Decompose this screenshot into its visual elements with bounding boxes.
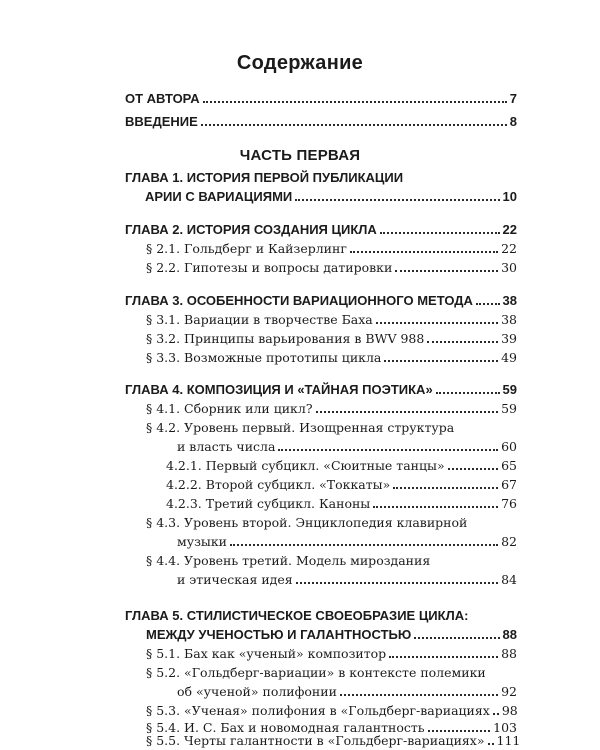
dot-leader	[278, 449, 498, 451]
page-title: Содержание	[236, 52, 364, 74]
toc-entry-label: § 5.2. «Гольдберг-вариации» в контексте полемики	[146, 665, 486, 680]
section-4-3-line2[interactable]	[177, 530, 517, 550]
toc-page-number: 49	[501, 350, 517, 365]
toc-page-number: 10	[502, 189, 517, 204]
dot-leader	[201, 124, 507, 126]
toc-entry-label: АРИИ С ВАРИАЦИЯМИ	[145, 189, 293, 204]
toc-entry-label: § 2.2. Гипотезы и вопросы датировки	[146, 260, 393, 275]
toc-page-number: 98	[501, 703, 518, 718]
section-2-1[interactable]	[146, 237, 517, 257]
toc-entry-label: § 4.4. Уровень третий. Модель мироздания	[146, 553, 431, 568]
dot-leader	[380, 232, 500, 234]
chapter-1-title-line2[interactable]	[145, 185, 517, 205]
dot-leader	[376, 322, 498, 324]
toc-page-number: 38	[501, 312, 517, 327]
toc-page-number: 111	[496, 733, 521, 748]
toc-entry-introduction[interactable]	[125, 110, 517, 130]
toc-page-number: 7	[509, 91, 517, 106]
toc-entry-label: ОТ АВТОРА	[125, 91, 200, 106]
subsection-4-2-3[interactable]	[166, 492, 517, 512]
toc-entry-label: § 2.1. Гольдберг и Кайзерлинг	[146, 241, 347, 256]
toc-entry-label: 4.2.2. Второй субцикл. «Токкаты»	[166, 477, 391, 492]
section-5-5[interactable]	[146, 729, 521, 749]
section-2-2[interactable]	[146, 256, 517, 276]
toc-entry-label: 4.2.1. Первый субцикл. «Сюитные танцы»	[166, 458, 445, 473]
toc-entry-label: музыки	[177, 534, 227, 549]
toc-entry-label: ГЛАВА 4. КОМПОЗИЦИЯ И «ТАЙНАЯ ПОЭТИКА»	[125, 382, 433, 397]
chapter-1-title-line1[interactable]	[125, 166, 517, 186]
toc-entry-label: § 3.3. Возможные прототипы цикла	[146, 350, 382, 365]
dot-leader	[414, 637, 499, 639]
dot-leader	[436, 392, 500, 394]
toc-page-number: 22	[502, 222, 517, 237]
section-3-3[interactable]	[146, 346, 517, 366]
toc-entry-label: § 3.1. Вариации в творчестве Баха	[146, 312, 373, 327]
toc-entry-label: ГЛАВА 2. ИСТОРИЯ СОЗДАНИЯ ЦИКЛА	[125, 222, 377, 237]
toc-entry-label: ВВЕДЕНИЕ	[125, 114, 198, 129]
chapter-5-title-line1[interactable]	[125, 604, 517, 624]
subsection-4-2-2[interactable]	[166, 473, 517, 493]
toc-entry-author[interactable]	[125, 87, 517, 107]
toc-page-number: 92	[501, 684, 517, 699]
section-3-2[interactable]	[146, 327, 517, 347]
toc-page-number: 59	[501, 401, 517, 416]
toc-entry-label: § 5.3. «Ученая» полифония в «Гольдберг-вариациях	[146, 703, 490, 718]
toc-page-number: 30	[501, 260, 517, 275]
part-heading: ЧАСТЬ ПЕРВАЯ	[239, 147, 361, 164]
toc-page-number: 82	[501, 534, 517, 549]
toc-page-number: 88	[501, 646, 517, 661]
dot-leader	[316, 411, 499, 413]
dot-leader	[395, 270, 498, 272]
toc-entry-label: об «ученой» полифонии	[177, 684, 337, 699]
dot-leader	[427, 341, 498, 343]
dot-leader	[230, 544, 498, 546]
toc-entry-label: и этическая идея	[177, 572, 293, 587]
subsection-4-2-1[interactable]	[166, 454, 517, 474]
toc-entry-label: § 3.2. Принципы варьирования в BWV 988	[146, 331, 425, 346]
dot-leader	[373, 506, 498, 508]
section-4-2-line1[interactable]	[146, 416, 517, 436]
section-5-2-line1[interactable]	[146, 661, 517, 681]
section-4-4-line2[interactable]	[177, 568, 517, 588]
dot-leader	[296, 582, 498, 584]
dot-leader	[350, 251, 498, 253]
toc-page-number: 76	[501, 496, 517, 511]
toc-page-number: 8	[509, 114, 517, 129]
dot-leader	[393, 487, 498, 489]
toc-page-number: 59	[502, 382, 517, 397]
toc-entry-label: § 5.1. Бах как «ученый» композитор	[146, 646, 387, 661]
section-4-4-line1[interactable]	[146, 549, 517, 569]
toc-page-number: 38	[502, 293, 517, 308]
dot-leader	[476, 303, 500, 305]
dot-leader	[389, 656, 498, 658]
dot-leader	[203, 101, 507, 103]
dot-leader	[488, 743, 494, 745]
toc-entry-label: 4.2.3. Третий субцикл. Каноны	[166, 496, 371, 511]
dot-leader	[384, 360, 498, 362]
chapter-3-title[interactable]	[125, 289, 517, 309]
toc-entry-label: § 4.1. Сборник или цикл?	[146, 401, 313, 416]
section-4-2-line2[interactable]	[177, 435, 517, 455]
dot-leader	[493, 713, 499, 715]
toc-page-number: 84	[501, 572, 517, 587]
section-4-1[interactable]	[146, 397, 517, 417]
toc-page-number: 22	[501, 241, 517, 256]
toc-page-number: 60	[501, 439, 517, 454]
toc-page-number: 39	[501, 331, 517, 346]
toc-entry-label: § 5.4. И. С. Бах и новомодная галантность	[146, 720, 425, 735]
toc-page-number: 65	[501, 458, 517, 473]
section-4-3-line1[interactable]	[146, 511, 517, 531]
section-5-2-line2[interactable]	[177, 680, 517, 700]
chapter-4-title[interactable]	[125, 378, 517, 398]
dot-leader	[448, 468, 498, 470]
toc-entry-label: § 4.2. Уровень первый. Изощренная структура	[146, 420, 455, 435]
chapter-5-title-line2[interactable]	[146, 623, 517, 643]
section-3-1[interactable]	[146, 308, 517, 328]
section-5-1[interactable]	[146, 642, 517, 662]
toc-entry-label: и власть числа	[177, 439, 276, 454]
toc-page-number: 88	[502, 627, 517, 642]
toc-page-number: 67	[501, 477, 517, 492]
toc-entry-label: МЕЖДУ УЧЕНОСТЬЮ И ГАЛАНТНОСТЬЮ	[146, 627, 412, 642]
toc-entry-label: ГЛАВА 5. СТИЛИСТИЧЕСКОЕ СВОЕОБРАЗИЕ ЦИКЛА:	[125, 608, 469, 623]
chapter-2-title[interactable]	[125, 218, 517, 238]
toc-entry-label: § 4.3. Уровень второй. Энциклопедия клавирной	[146, 515, 468, 530]
toc-entry-label: § 5.5. Черты галантности в «Гольдберг-вариациях»	[146, 733, 485, 748]
dot-leader	[295, 199, 499, 201]
dot-leader	[340, 694, 498, 696]
toc-page-number: 103	[493, 720, 517, 735]
toc-entry-label: ГЛАВА 1. ИСТОРИЯ ПЕРВОЙ ПУБЛИКАЦИИ	[125, 170, 404, 185]
toc-entry-label: ГЛАВА 3. ОСОБЕННОСТИ ВАРИАЦИОННОГО МЕТОДА	[125, 293, 473, 308]
